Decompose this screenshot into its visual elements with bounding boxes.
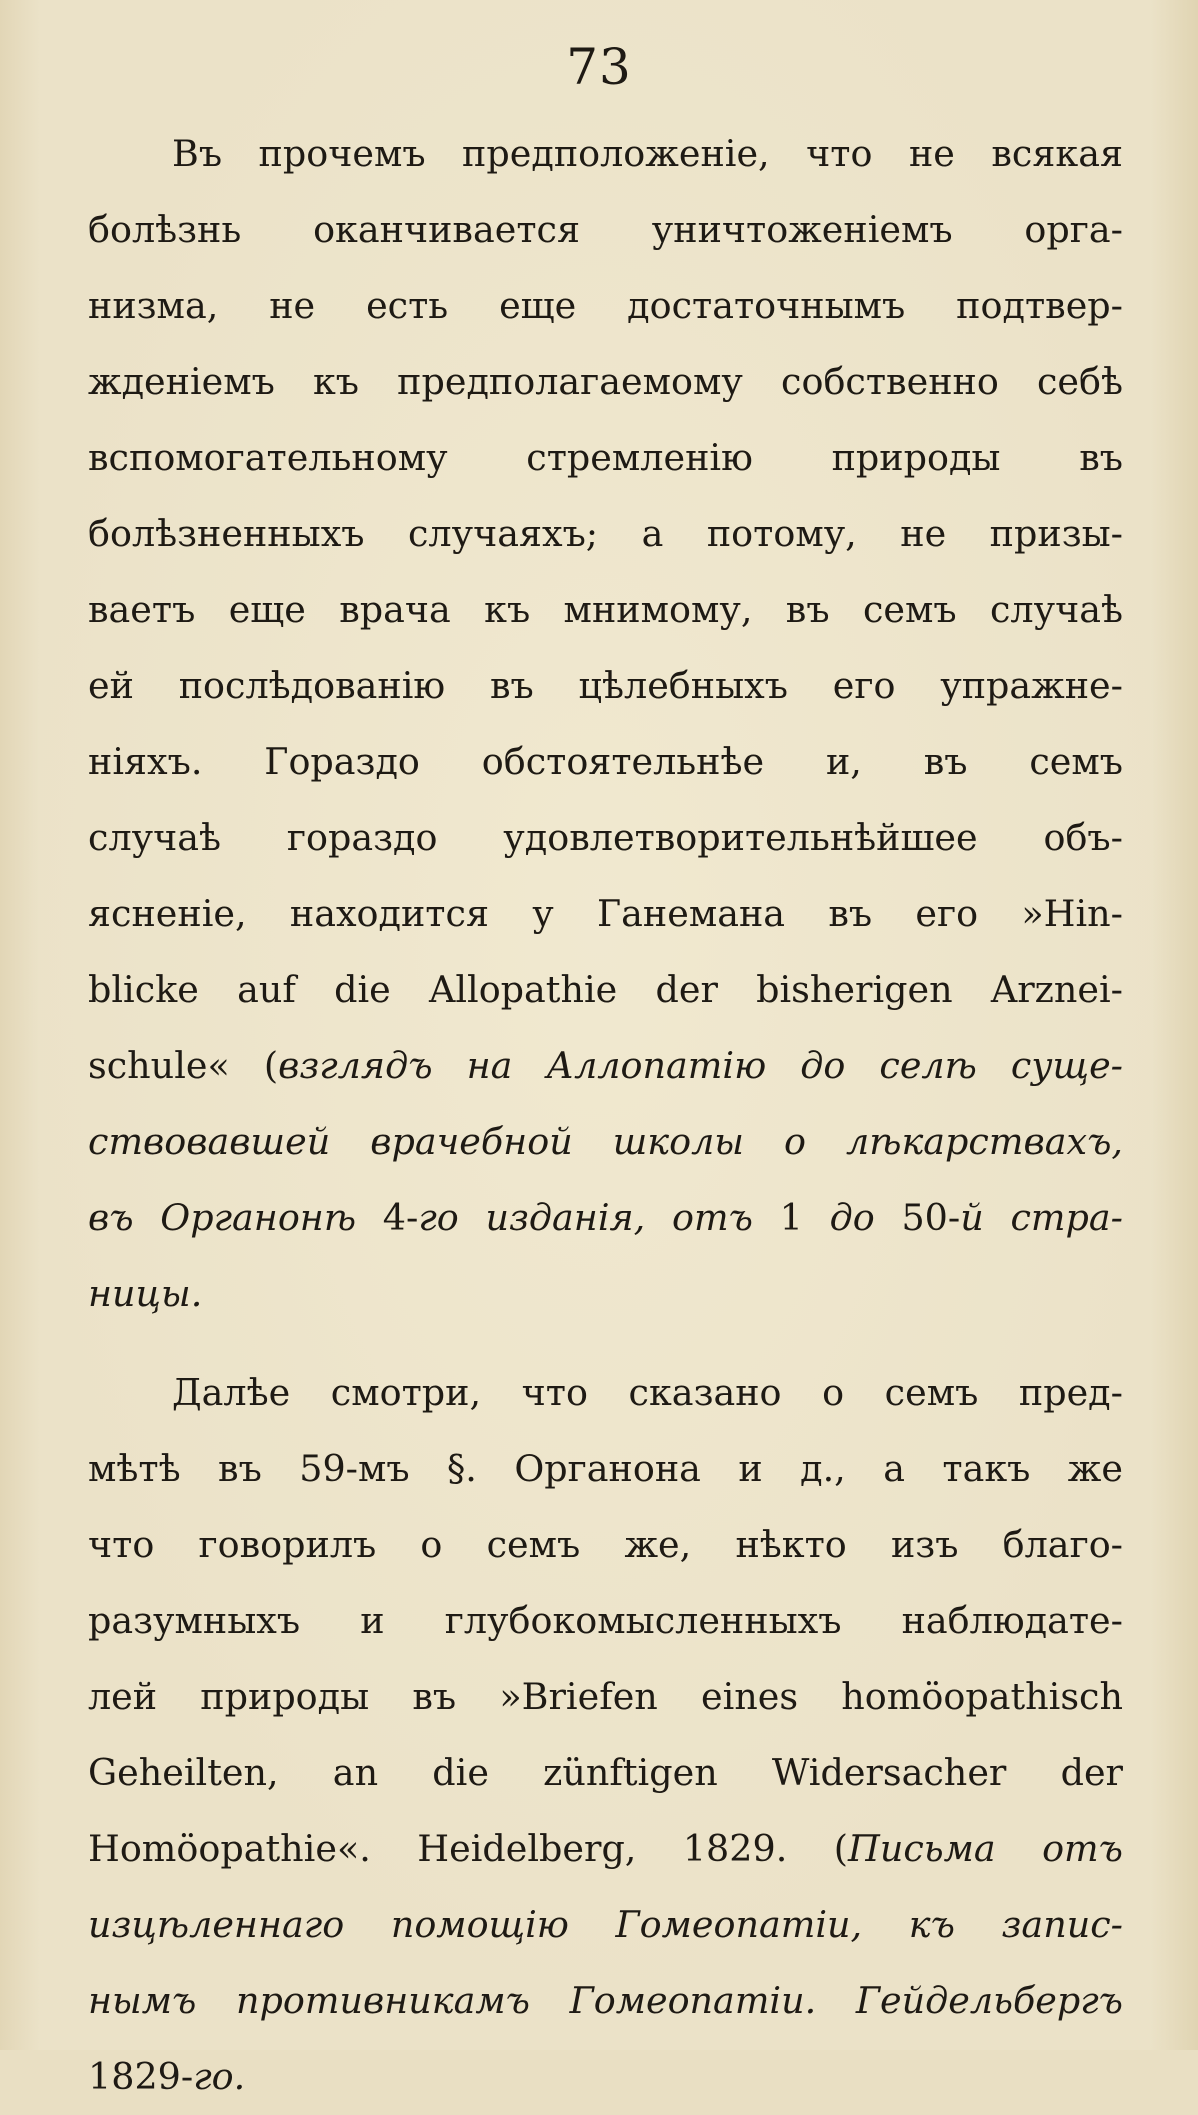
text-line: случаѣ гораздо удовлетворительнѣйшее объ- [88, 816, 1123, 859]
text-line [88, 1256, 1123, 1332]
text-line [88, 1811, 1123, 1887]
text-line [88, 1104, 1123, 1180]
text-line: жденiемъ къ предполагаемому собственно себѣ [88, 360, 1123, 403]
italic-text-span: й стра- [960, 1196, 1123, 1239]
italic-text-span: Письма отъ [847, 1827, 1123, 1870]
text-line: нiяхъ. Гораздо обстоятельнѣе и, въ семъ [88, 740, 1123, 783]
text-line: Geheilten, an die zünftigen Widersacher der [88, 1751, 1123, 1794]
italic-text-span: ницы. [88, 1272, 203, 1315]
text-line [88, 1180, 1123, 1256]
text-line: ясненiе, находится у Ганемана въ его »Hin- [88, 892, 1123, 935]
text-line: ваетъ еще врача къ мнимому, въ семъ случаѣ [88, 588, 1123, 631]
text-line: blicke auf die Allopathie der bisherigen Arznei- [88, 968, 1123, 1011]
text-span: schule« ( [88, 1044, 279, 1087]
italic-text-span: до [829, 1196, 875, 1239]
text-span: 50- [874, 1196, 961, 1239]
text-span: Homöopathie«. Heidelberg, 1829. ( [88, 1827, 848, 1870]
italic-text-span: нымъ противникамъ Гомеопатiи. Гейдельбергъ [88, 1979, 1123, 2022]
text-line: лей природы въ »Briefen eines homöopathisch [88, 1675, 1123, 1718]
text-line [88, 1028, 1123, 1104]
italic-text-span: ствовавшей врачебной школы о лѣкарствахъ, [88, 1120, 1123, 1163]
text-line: мѣтѣ въ 59-мъ §. Органона и д., а такъ же [88, 1447, 1123, 1490]
text-span: 1829- [88, 2055, 194, 2098]
text-span: 1 [752, 1196, 830, 1239]
text-line: болѣзнь оканчивается уничтоженiемъ орга- [88, 208, 1123, 251]
paragraph-2 [88, 1355, 1123, 2115]
paragraph-1 [88, 116, 1123, 1332]
italic-text-span: го. [193, 2055, 246, 2098]
text-line: низма, не есть еще достаточнымъ подтвер- [88, 284, 1123, 327]
italic-text-span: взглядъ на Аллопатiю до селѣ суще- [278, 1044, 1123, 1087]
italic-text-span: въ Органонѣ [88, 1196, 357, 1239]
text-line [88, 1887, 1123, 1963]
text-line [88, 1963, 1123, 2039]
text-line: что говорилъ о семъ же, нѣкто изъ благо- [88, 1523, 1123, 1566]
text-line: вспомогательному стремленiю природы въ [88, 436, 1123, 479]
text-line: ей послѣдованiю въ цѣлебныхъ его упражне- [88, 664, 1123, 707]
page-number: 73 [566, 38, 632, 96]
text-line: болѣзненныхъ случаяхъ; а потому, не призы- [88, 512, 1123, 555]
text-line [88, 2039, 1123, 2115]
text-line: Въ прочемъ предположенiе, что не всякая [172, 132, 1123, 175]
body-text [88, 116, 1123, 2115]
text-line: Далѣе смотри, что сказано о семъ пред- [172, 1371, 1123, 1414]
text-span: 4- [356, 1196, 419, 1239]
italic-text-span: изцѣленнаго помощiю Гомеопатiи, къ запис- [88, 1903, 1123, 1946]
italic-text-span: го изданiя, отъ [418, 1196, 753, 1239]
text-line: разумныхъ и глубокомысленныхъ наблюдате- [88, 1599, 1123, 1642]
